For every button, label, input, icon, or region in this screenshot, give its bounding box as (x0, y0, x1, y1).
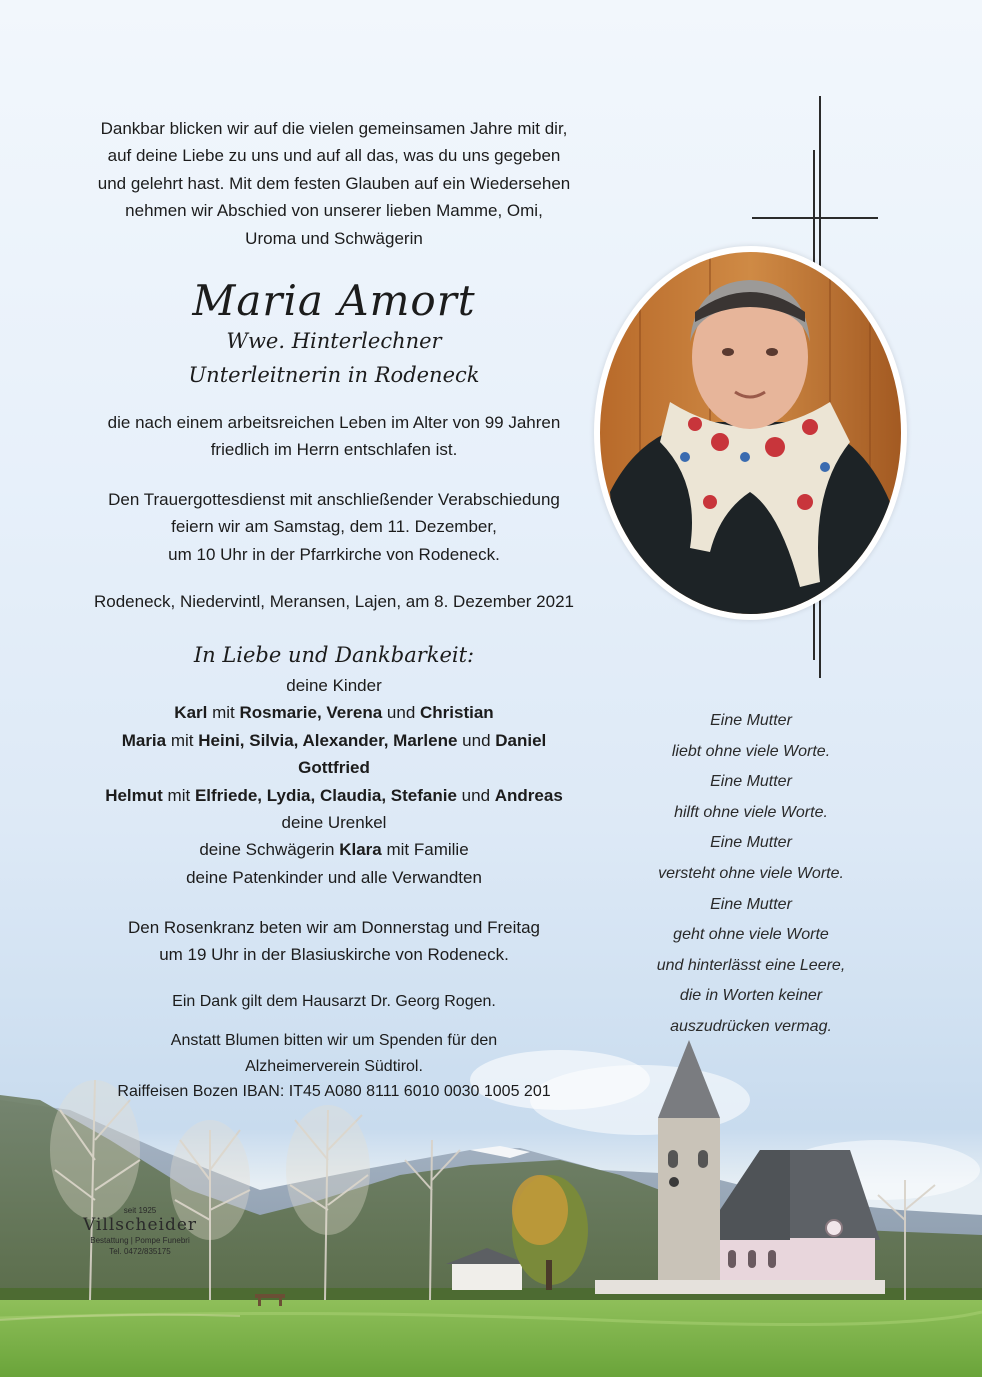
connector: und (457, 730, 496, 750)
family-names: Rosmarie, Verena (239, 703, 383, 723)
deceased-name: Maria Amort (192, 276, 476, 325)
poem-line: Eine Mutter (710, 834, 792, 852)
funeral-line: um 10 Uhr in der Pfarrkirche von Rodeneck. (168, 544, 500, 564)
death-notice (64, 409, 604, 464)
donation-line: Anstatt Blumen bitten wir um Spenden für den (170, 1032, 498, 1049)
poem-line: die in Worten keiner (679, 987, 823, 1005)
donation-line: Raiffeisen Bozen IBAN: IT45 A080 8111 6010 0030 1005 201 (117, 1083, 551, 1100)
sister-in-law-pre: deine Schwägerin (199, 840, 340, 860)
poem-line: geht ohne viele Worte (673, 926, 829, 944)
logo-since: seit 1925 (123, 1206, 157, 1215)
rosary-line: um 19 Uhr in der Blasiuskirche von Rodeneck. (159, 945, 509, 965)
mourner-line (64, 727, 604, 754)
mourner-line: Gottfried (298, 758, 370, 778)
great-grandchildren: deine Urenkel (281, 813, 387, 833)
death-notice-line: friedlich im Herrn entschlafen ist. (210, 440, 458, 460)
family-names: Daniel (495, 730, 547, 750)
child-name: Karl (174, 703, 208, 723)
rosary-line: Den Rosenkranz beten wir am Donnerstag und Freitag (128, 918, 540, 937)
sister-in-law-post: mit Familie (381, 840, 469, 860)
intro-line: und gelehrt hast. Mit dem festen Glauben auf ein Wiedersehen (97, 173, 571, 193)
connector: und (382, 703, 420, 723)
mourner-line (64, 699, 604, 726)
poem-line: und hinterlässt eine Leere, (656, 956, 846, 974)
connector: mit (162, 785, 195, 805)
funeral-info (64, 486, 604, 568)
mourners-heading: In Liebe und Dankbarkeit: (193, 643, 475, 667)
intro-line: auf deine Liebe zu uns und auf all das, was du uns gegeben (107, 146, 561, 166)
mother-poem (640, 706, 862, 1043)
connector: mit (166, 730, 199, 750)
logo-phone: Tel. 0472/835175 (109, 1247, 171, 1256)
family-names: Heini, Silvia, Alexander, Marlene (198, 730, 458, 750)
deceased-origin: Unterleitnerin in Rodeneck (188, 363, 480, 387)
children-label: deine Kinder (286, 676, 382, 695)
mourners-list (64, 672, 604, 891)
intro-line: nehmen wir Abschied von unserer lieben Mamme, Omi, (125, 201, 543, 221)
poem-line: auszudrücken vermag. (670, 1017, 832, 1035)
family-names: Elfriede, Lydia, Claudia, Stefanie (194, 785, 457, 805)
funeral-line: feiern wir am Samstag, dem 11. Dezember, (171, 517, 497, 537)
poem-line: liebt ohne viele Worte. (671, 742, 831, 760)
intro-text (64, 115, 604, 252)
connector: und (456, 785, 495, 805)
donation-info (64, 1028, 604, 1105)
connector: mit (207, 703, 240, 723)
funeral-line: Den Trauergottesdienst mit anschließender Verabschiedung (108, 490, 560, 509)
sister-in-law (64, 836, 604, 863)
death-notice-line: die nach einem arbeitsreichen Leben im Alter von 99 Jahren (107, 413, 561, 432)
place-date: Rodeneck, Niedervintl, Meransen, Lajen, am 8. Dezember 2021 (93, 592, 575, 611)
portrait-photo (600, 252, 901, 614)
family-names: Andreas (494, 785, 563, 805)
thanks-line: Ein Dank gilt dem Hausarzt Dr. Georg Rogen. (172, 993, 496, 1010)
child-name: Maria (121, 730, 167, 750)
logo-brand: Villscheider (82, 1215, 198, 1235)
mourner-line (64, 782, 604, 809)
family-names: Christian (420, 703, 494, 723)
poem-line: Eine Mutter (710, 895, 792, 913)
child-name: Helmut (105, 785, 163, 805)
sister-in-law-name: Klara (339, 840, 382, 860)
poem-line: versteht ohne viele Worte. (658, 864, 844, 882)
intro-line: Dankbar blicken wir auf die vielen gemeinsamen Jahre mit dir, (100, 119, 568, 138)
poem-line: Eine Mutter (710, 712, 792, 729)
deceased-widow: Wwe. Hinterlechner (226, 329, 442, 353)
poem-line: hilft ohne viele Worte. (674, 803, 828, 821)
rosary-info (64, 914, 604, 969)
funeral-home-logo (70, 1206, 210, 1257)
intro-line: Uroma und Schwägerin (245, 228, 423, 248)
relatives: deine Patenkinder und alle Verwandten (186, 867, 482, 887)
logo-services: Bestattung | Pompe Funebri (90, 1236, 190, 1245)
cross-beam (752, 217, 878, 219)
poem-line: Eine Mutter (710, 773, 792, 791)
donation-line: Alzheimerverein Südtirol. (245, 1057, 423, 1075)
